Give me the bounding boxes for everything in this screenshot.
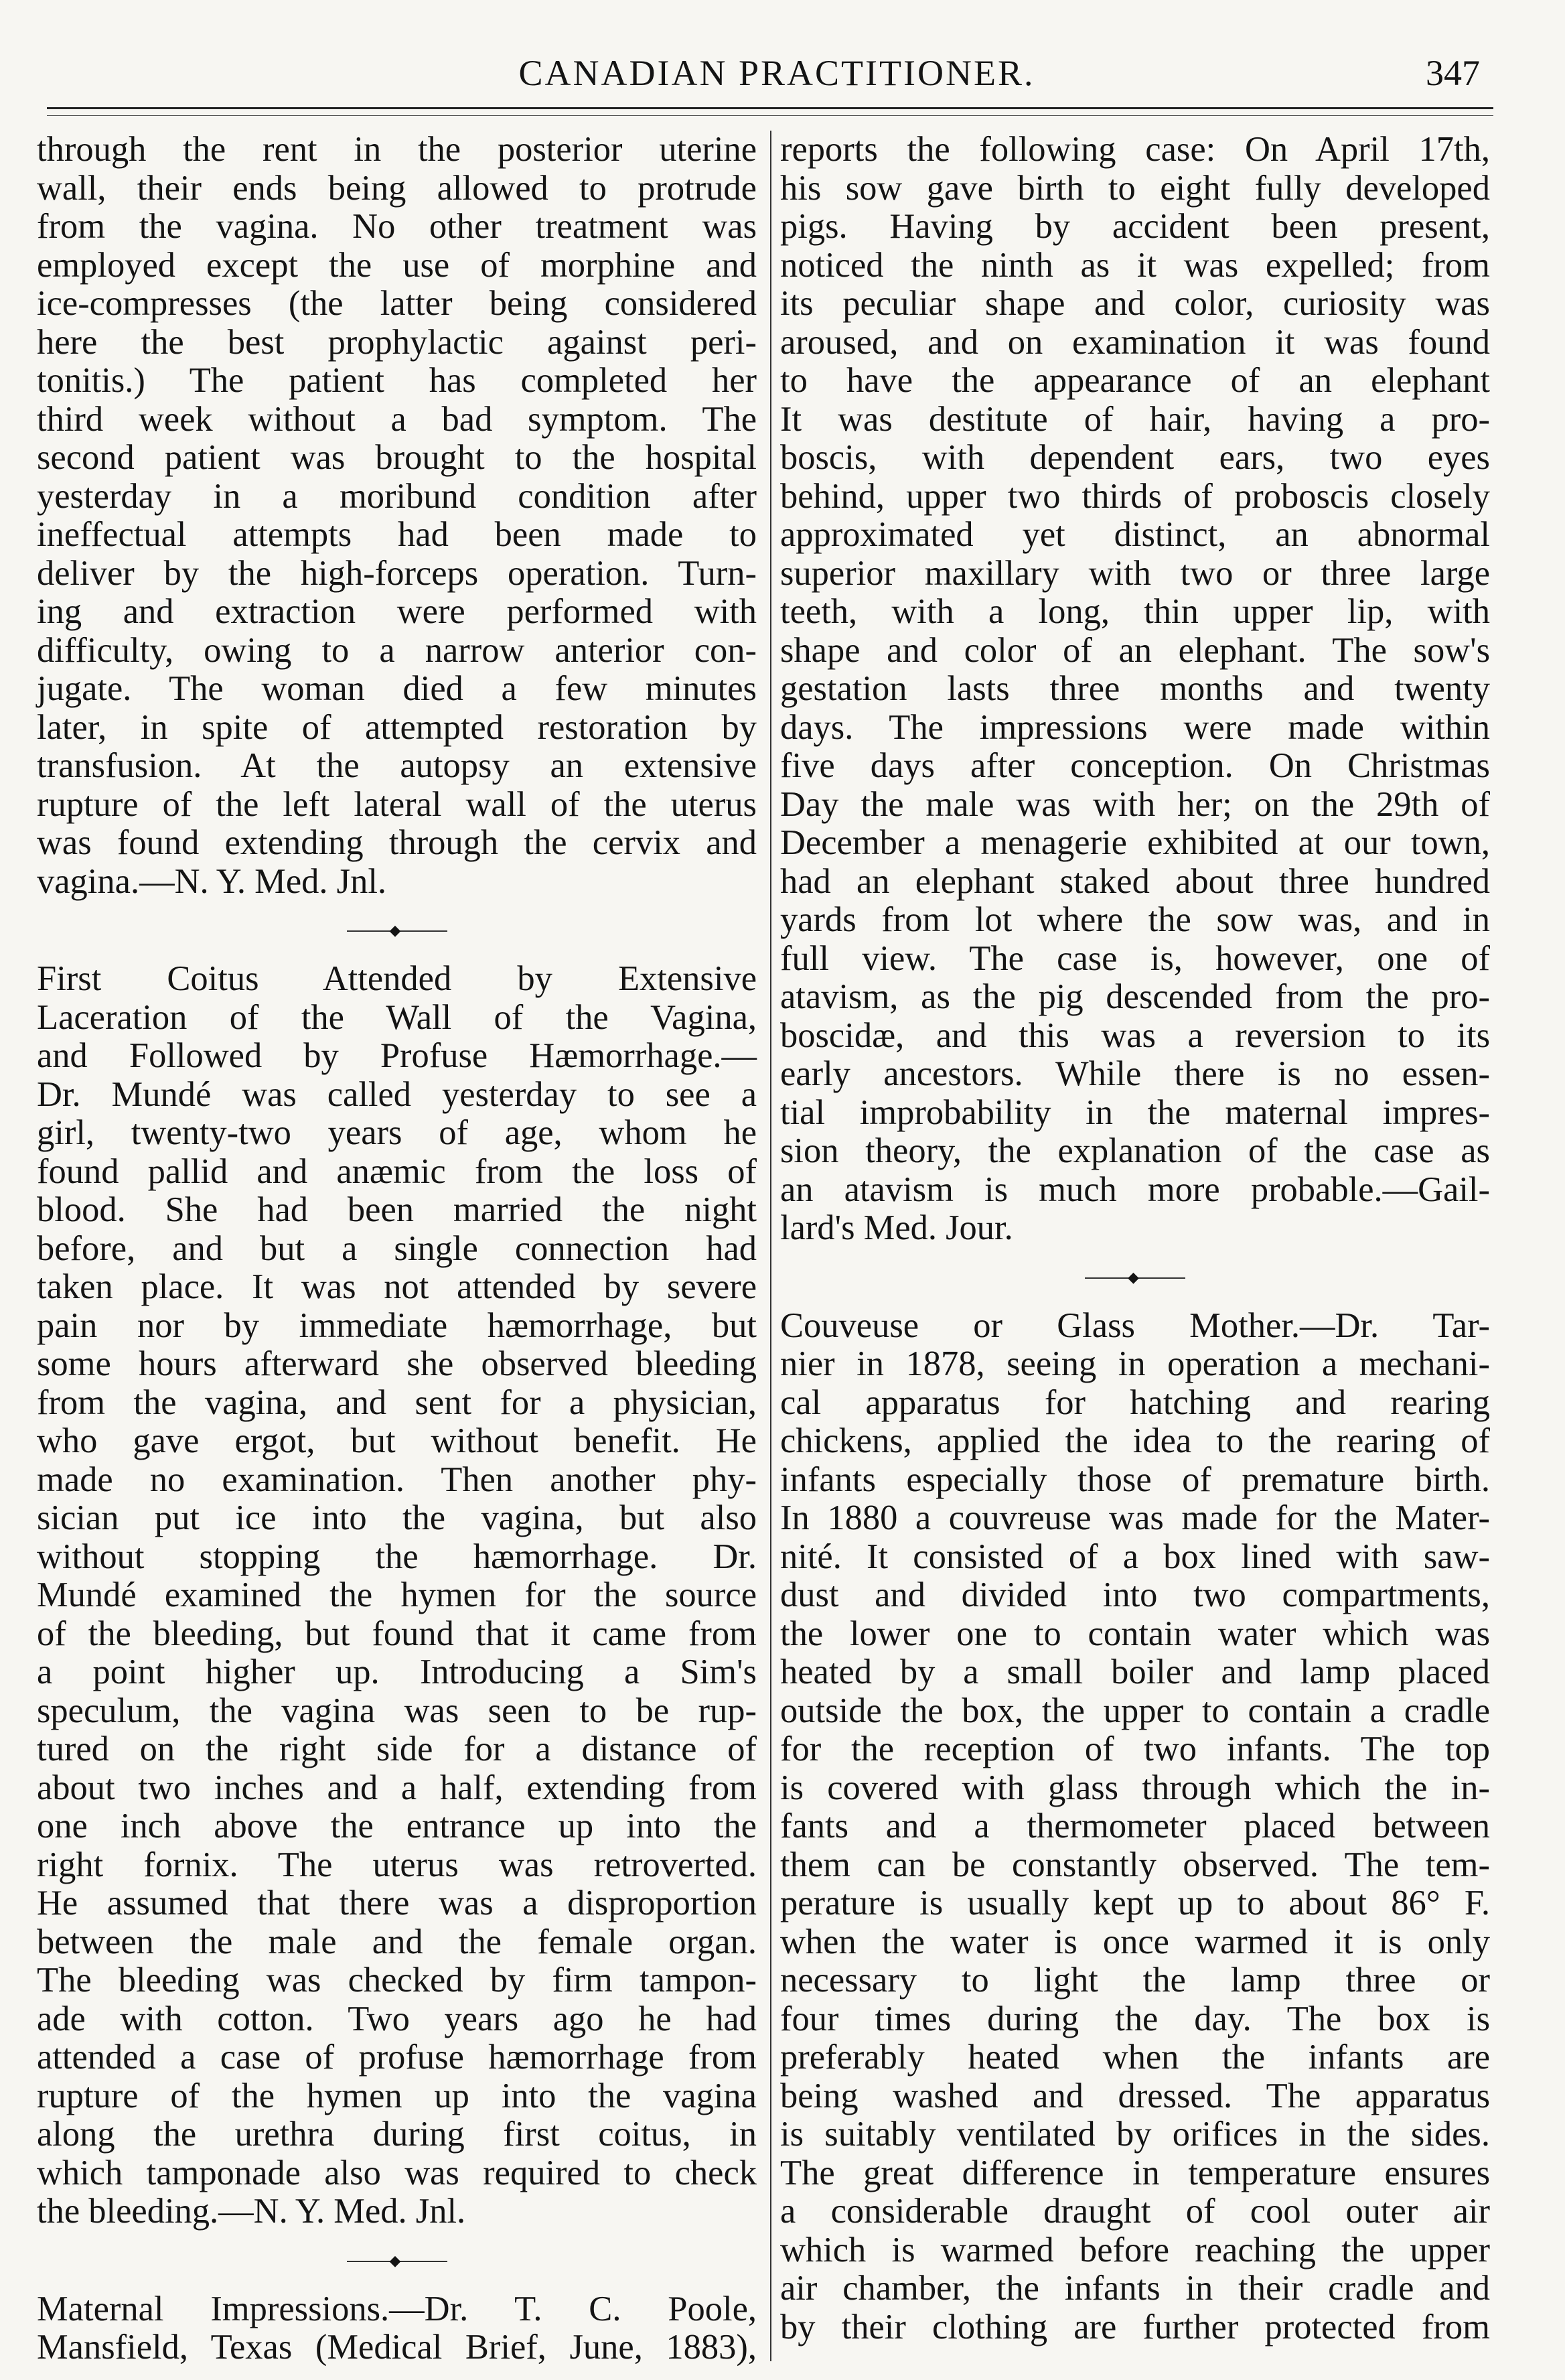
text-line: He assumed that there was a disproportion <box>37 1884 757 1922</box>
text-line: rupture of the left lateral wall of the uterus <box>37 784 757 824</box>
text-line: ice-compresses (the latter being considered <box>37 284 757 323</box>
text-line: ing and extraction were performed with <box>37 592 757 631</box>
text-line: heated by a small boiler and lamp placed <box>780 1653 1490 1691</box>
text-line: approximated yet distinct, an abnormal <box>780 515 1490 554</box>
text-line: teeth, with a long, thin upper lip, with <box>780 592 1490 631</box>
text-line: air chamber, the infants in their cradle and <box>780 2269 1490 2308</box>
text-line: chickens, applied the idea to the rearing of <box>780 1421 1490 1460</box>
text-line: The bleeding was checked by firm tampon- <box>37 1961 757 2000</box>
text-line: Couveuse or Glass Mother.—Dr. Tar- <box>780 1306 1490 1345</box>
text-line: Mansfield, Texas (Medical Brief, June, 1883), <box>37 2328 757 2367</box>
text-line: days. The impressions were made within <box>780 707 1490 747</box>
text-line: found pallid and anæmic from the loss of <box>37 1151 757 1191</box>
text-line: before, and but a single connection had <box>37 1229 757 1268</box>
text-line: shape and color of an elephant. The sow's <box>780 630 1490 670</box>
text-line: four times during the day. The box is <box>780 1999 1490 2038</box>
text-line: atavism, as the pig descended from the pro- <box>780 977 1490 1016</box>
text-line: of the bleeding, but found that it came from <box>37 1614 757 1653</box>
text-line: taken place. It was not attended by severe <box>37 1267 757 1306</box>
page-header <box>47 47 1507 100</box>
running-title: CANADIAN PRACTITIONER. <box>518 53 1035 93</box>
text-line: superior maxillary with two or three large <box>780 553 1490 593</box>
text-line: which is warmed before reaching the upper <box>780 2230 1490 2269</box>
text-line: the lower one to contain water which was <box>780 1614 1490 1653</box>
article-couveuse-glass-mother <box>780 1307 1490 2347</box>
text-line: vagina.—N. Y. Med. Jnl. <box>37 861 387 901</box>
header-rule-thin <box>47 115 1493 116</box>
text-line: The great difference in temperature ensures <box>780 2153 1490 2192</box>
text-line: tured on the right side for a distance of <box>37 1730 757 1768</box>
section-separator <box>37 2231 757 2290</box>
text-line: pigs. Having by accident been present, <box>780 207 1490 246</box>
text-line: Laceration of the Wall of the Vagina, <box>37 997 757 1037</box>
text-line: five days after conception. On Christmas <box>780 746 1490 785</box>
page-number: 347 <box>1426 53 1480 93</box>
text-line: along the urethra during first coitus, in <box>37 2115 757 2154</box>
text-line: Mundé examined the hymen for the source <box>37 1576 757 1614</box>
text-line: infants especially those of premature birth. <box>780 1460 1490 1499</box>
text-line: second patient was brought to the hospital <box>37 438 757 477</box>
text-line: yards from lot where the sow was, and in <box>780 900 1490 939</box>
text-line: behind, upper two thirds of proboscis closely <box>780 476 1490 516</box>
text-line: blood. She had been married the night <box>37 1190 757 1229</box>
text-line: aroused, and on examination it was found <box>780 322 1490 362</box>
text-line: full view. The case is, however, one of <box>780 938 1490 978</box>
text-line: the bleeding.—N. Y. Med. Jnl. <box>37 2192 466 2231</box>
text-line: sician put ice into the vagina, but also <box>37 1498 757 1537</box>
text-line: tial improbability in the maternal impres- <box>780 1093 1490 1132</box>
text-line: a considerable draught of cool outer air <box>780 2192 1490 2231</box>
text-line: which tamponade also was required to check <box>37 2153 757 2192</box>
text-line: third week without a bad symptom. The <box>37 399 757 439</box>
text-line: tonitis.) The patient has completed her <box>37 361 757 400</box>
column-divider <box>770 131 771 2361</box>
text-line: some hours afterward she observed bleeding <box>37 1344 757 1383</box>
text-line: boscidæ, and this was a reversion to its <box>780 1016 1490 1055</box>
text-line: pain nor by immediate hæmorrhage, but <box>37 1306 757 1345</box>
text-line: rupture of the hymen up into the vagina <box>37 2076 757 2115</box>
section-separator <box>37 901 757 960</box>
text-line: lard's Med. Jour. <box>780 1208 1013 1247</box>
text-line: without stopping the hæmorrhage. Dr. <box>37 1537 757 1576</box>
text-line: is suitably ventilated by orifices in the sides. <box>780 2115 1490 2154</box>
text-line: Dr. Mundé was called yesterday to see a <box>37 1074 757 1114</box>
text-line: In 1880 a couvreuse was made for the Mater- <box>780 1498 1490 1537</box>
text-line: and Followed by Profuse Hæmorrhage.— <box>37 1036 757 1075</box>
text-line: being washed and dressed. The apparatus <box>780 2076 1490 2115</box>
text-line: right fornix. The uterus was retroverted. <box>37 1845 757 1884</box>
text-line: Day the male was with her; on the 29th of <box>780 784 1490 824</box>
text-line: transfusion. At the autopsy an extensive <box>37 746 757 785</box>
text-line: about two inches and a half, extending from <box>37 1768 757 1807</box>
text-line: between the male and the female organ. <box>37 1922 757 1961</box>
text-line: necessary to light the lamp three or <box>780 1961 1490 2000</box>
article-paragraph-uterine-rupture <box>37 131 757 901</box>
text-line: early ancestors. While there is no essen- <box>780 1054 1490 1093</box>
text-line: boscis, with dependent ears, two eyes <box>780 438 1490 477</box>
text-line: from the vagina. No other treatment was <box>37 207 757 246</box>
text-line: fants and a thermometer placed between <box>780 1807 1490 1845</box>
text-line: jugate. The woman died a few minutes <box>37 669 757 708</box>
text-line: by their clothing are further protected from <box>780 2307 1490 2347</box>
text-line: through the rent in the posterior uterine <box>37 130 757 169</box>
text-line: difficulty, owing to a narrow anterior con- <box>37 630 757 670</box>
text-line: yesterday in a moribund condition after <box>37 476 757 516</box>
text-line: noticed the ninth as it was expelled; from <box>780 245 1490 285</box>
text-line: sion theory, the explanation of the case as <box>780 1131 1490 1170</box>
text-line: deliver by the high-forceps operation. Turn- <box>37 553 757 593</box>
text-line: attended a case of profuse hæmorrhage from <box>37 2038 757 2077</box>
text-line: speculum, the vagina was seen to be rup- <box>37 1691 757 1730</box>
text-line: gestation lasts three months and twenty <box>780 669 1490 708</box>
article-first-coitus-laceration <box>37 960 757 2231</box>
text-line: cal apparatus for hatching and rearing <box>780 1383 1490 1422</box>
text-line: wall, their ends being allowed to protrude <box>37 168 757 208</box>
text-line: girl, twenty-two years of age, whom he <box>37 1113 757 1152</box>
text-line: his sow gave birth to eight fully developed <box>780 168 1490 208</box>
header-rule <box>47 107 1493 109</box>
left-column <box>37 131 757 2367</box>
article-maternal-impressions-start <box>37 2290 757 2367</box>
text-line: when the water is once warmed it is only <box>780 1922 1490 1961</box>
text-line: here the best prophylactic against peri- <box>37 322 757 362</box>
text-line: was found extending through the cervix and <box>37 823 757 862</box>
text-line: ade with cotton. Two years ago he had <box>37 1999 757 2038</box>
text-line: them can be constantly observed. The tem- <box>780 1845 1490 1884</box>
text-line: Maternal Impressions.—Dr. T. C. Poole, <box>37 2289 757 2328</box>
text-line: made no examination. Then another phy- <box>37 1460 757 1499</box>
text-line: It was destitute of hair, having a pro- <box>780 399 1490 439</box>
text-line: had an elephant staked about three hundred <box>780 861 1490 901</box>
text-line: nier in 1878, seeing in operation a mechani- <box>780 1344 1490 1383</box>
text-line: who gave ergot, but without benefit. He <box>37 1421 757 1460</box>
text-line: an atavism is much more probable.—Gail- <box>780 1170 1490 1209</box>
text-line: preferably heated when the infants are <box>780 2038 1490 2077</box>
text-line: First Coitus Attended by Extensive <box>37 959 757 998</box>
right-column <box>780 131 1490 2347</box>
text-line: reports the following case: On April 17th, <box>780 130 1490 169</box>
text-line: from the vagina, and sent for a physician, <box>37 1383 757 1422</box>
text-line: one inch above the entrance up into the <box>37 1807 757 1845</box>
text-line: to have the appearance of an elephant <box>780 361 1490 400</box>
article-maternal-impressions-continued <box>780 131 1490 1248</box>
text-line: is covered with glass through which the in- <box>780 1768 1490 1807</box>
text-line: ineffectual attempts had been made to <box>37 515 757 554</box>
text-line: perature is usually kept up to about 86° F. <box>780 1884 1490 1922</box>
text-line: its peculiar shape and color, curiosity was <box>780 284 1490 323</box>
text-line: for the reception of two infants. The top <box>780 1730 1490 1768</box>
text-line: later, in spite of attempted restoration by <box>37 707 757 747</box>
text-line: dust and divided into two compartments, <box>780 1576 1490 1614</box>
text-line: nité. It consisted of a box lined with saw- <box>780 1537 1490 1576</box>
text-line: outside the box, the upper to contain a cradle <box>780 1691 1490 1730</box>
text-line: a point higher up. Introducing a Sim's <box>37 1653 757 1691</box>
section-separator <box>780 1248 1490 1307</box>
text-line: employed except the use of morphine and <box>37 245 757 285</box>
text-line: December a menagerie exhibited at our town, <box>780 823 1490 862</box>
